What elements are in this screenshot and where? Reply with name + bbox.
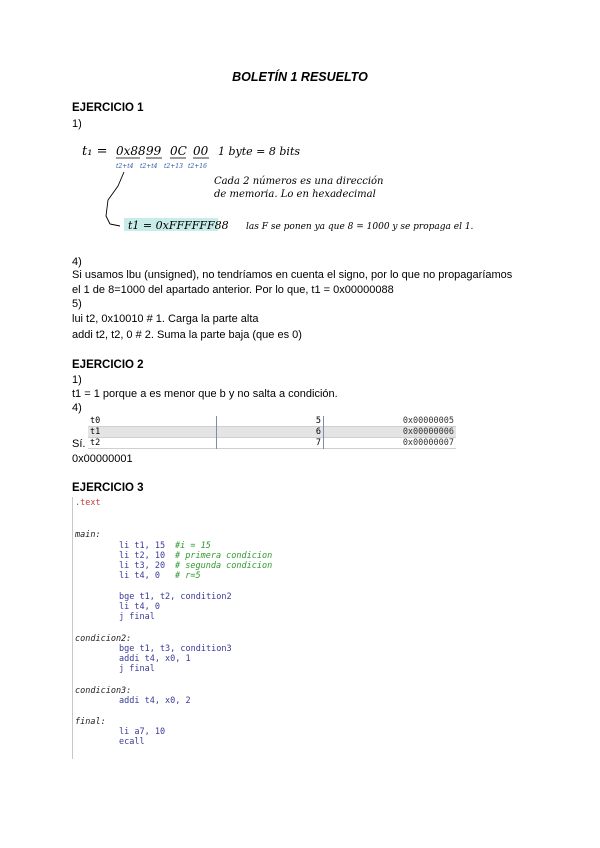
code-line-12: addi t4, x0, 1 — [119, 654, 191, 664]
register-name: t0 — [90, 416, 101, 426]
exercise-2-part-1-text: t1 = 1 porque a es menor que b y no salta a condición. — [72, 388, 338, 400]
document-title: BOLETÍN 1 RESUELTO — [232, 70, 368, 84]
hw-reg-2: t2+t4 — [140, 163, 158, 170]
exercise-1-part-5-line-1: lui t2, 0x10010 # 1. Carga la parte alta — [72, 313, 259, 325]
hw-note-line-1: Cada 2 números es una dirección — [214, 176, 384, 187]
exercise-2-heading: EJERCICIO 2 — [72, 359, 144, 371]
register-value: 7 — [217, 438, 324, 449]
code-label-main: main: — [75, 530, 101, 540]
hw-reg-1: t2+t4 — [116, 163, 134, 170]
code-comment-6: # r=5 — [175, 571, 201, 581]
hw-result: t1 = 0xFFFFFF88 — [128, 219, 229, 232]
hw-reg-4: t2+16 — [188, 163, 207, 170]
hw-byte-3: 0C — [170, 144, 187, 158]
register-value: 6 — [217, 427, 324, 438]
exercise-2-hex-line: 0x00000001 — [72, 453, 133, 465]
hw-byte-1: 0x88 — [116, 144, 146, 158]
register-name: t2 — [90, 438, 101, 448]
code-line-8: li t4, 0 — [119, 602, 160, 612]
register-row[interactable] — [88, 438, 456, 449]
exercise-1-heading: EJERCICIO 1 — [72, 102, 144, 114]
hw-result-note: las F se ponen ya que 8 = 1000 y se propaga el 1. — [246, 222, 474, 232]
code-label-condicion2: condicion2: — [75, 634, 132, 644]
exercise-2-part-1-label: 1) — [72, 374, 82, 386]
exercise-1-part-1-label: 1) — [72, 118, 82, 130]
exercise-1-part-4-line-2: el 1 de 8=1000 del apartado anterior. Por lo que, t1 = 0x00000088 — [72, 284, 394, 296]
code-line-5: li t3, 20 — [119, 561, 166, 571]
hw-eq-left: t₁ = — [82, 144, 108, 159]
exercise-3-heading: EJERCICIO 3 — [72, 482, 144, 494]
register-hex: 0x00000006 — [402, 427, 454, 437]
exercise-1-part-4-line-1: Si usamos lbu (unsigned), no tendríamos en cuenta el signo, por lo que no propagaríamos — [72, 269, 513, 281]
code-line-3: li t1, 15 — [119, 541, 166, 551]
exercise-1-part-5-line-2: addi t2, t2, 0 # 2. Suma la parte baja (que es 0) — [72, 329, 302, 341]
hw-note-line-2: de memoria. Lo en hexadecimal — [214, 189, 376, 200]
code-block — [72, 497, 573, 759]
code-line-9: j final — [119, 612, 155, 622]
code-line-18: ecall — [119, 737, 145, 747]
code-line-17: li a7, 10 — [119, 727, 166, 737]
exercise-2-part-4-label: 4) — [72, 402, 82, 414]
register-hex: 0x00000005 — [402, 416, 454, 426]
code-comment-4: # primera condicion — [175, 551, 273, 561]
exercise-2-si-text: Sí. — [72, 438, 86, 450]
code-line-7: bge t1, t2, condition2 — [119, 592, 232, 602]
hw-byte-4: 00 — [193, 144, 209, 158]
hw-byte-2: 99 — [146, 144, 162, 158]
handwritten-notes-image — [80, 140, 530, 245]
code-label-final: final: — [75, 717, 106, 727]
exercise-1-part-4-label: 4) — [72, 256, 82, 268]
code-comment-3: #i = 15 — [175, 541, 211, 551]
register-value: 5 — [217, 416, 324, 427]
hw-byte-note: 1 byte = 8 bits — [218, 145, 301, 158]
code-line-6: li t4, 0 — [119, 571, 160, 581]
code-line-4: li t2, 10 — [119, 551, 166, 561]
code-line-13: j final — [119, 664, 155, 674]
exercise-1-part-5-label: 5) — [72, 298, 82, 310]
register-name: t1 — [90, 427, 101, 437]
code-label-condicion3: condicion3: — [75, 686, 132, 696]
code-comment-5: # segunda condicion — [175, 561, 273, 571]
registers-table — [88, 416, 456, 449]
register-row[interactable] — [88, 416, 456, 427]
code-line-15: addi t4, x0, 2 — [119, 696, 191, 706]
hw-reg-3: t2+13 — [164, 163, 183, 170]
code-line-11: bge t1, t3, condition3 — [119, 644, 232, 654]
code-line-text-directive: .text — [75, 498, 101, 508]
register-hex: 0x00000007 — [402, 438, 454, 448]
register-row-selected[interactable] — [88, 427, 456, 438]
